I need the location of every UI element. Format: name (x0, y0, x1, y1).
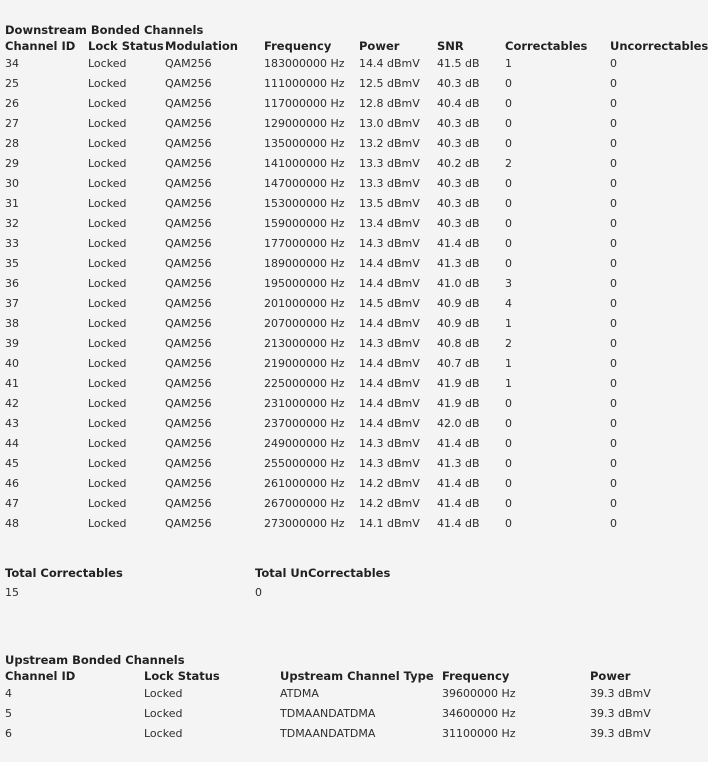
modulation-cell: QAM256 (165, 77, 212, 90)
correctables-cell: 1 (505, 357, 512, 370)
frequency-cell: 255000000 Hz (264, 457, 345, 470)
uncorrectables-cell: 0 (610, 337, 617, 350)
channel-id-cell: 46 (5, 477, 19, 490)
correctables-cell: 0 (505, 397, 512, 410)
power-cell: 39.3 dBmV (590, 707, 651, 720)
power-cell: 14.4 dBmV (359, 357, 420, 370)
channel-id-cell: 36 (5, 277, 19, 290)
table-row (0, 354, 700, 374)
channel-id-cell: 29 (5, 157, 19, 170)
correctables-cell: 2 (505, 157, 512, 170)
total-correctables-value: 15 (5, 586, 19, 599)
lock-status-cell: Locked (88, 497, 127, 510)
uncorrectables-cell: 0 (610, 437, 617, 450)
table-row (0, 334, 700, 354)
col-header-lock-status: Lock Status (144, 669, 220, 683)
modulation-cell: QAM256 (165, 197, 212, 210)
correctables-cell: 0 (505, 257, 512, 270)
uncorrectables-cell: 0 (610, 417, 617, 430)
channel-id-cell: 35 (5, 257, 19, 270)
lock-status-cell: Locked (88, 357, 127, 370)
channel-type-cell: ATDMA (280, 687, 319, 700)
uncorrectables-cell: 0 (610, 457, 617, 470)
power-cell: 14.2 dBmV (359, 477, 420, 490)
snr-cell: 40.9 dB (437, 297, 480, 310)
table-row (0, 494, 700, 514)
power-cell: 14.1 dBmV (359, 517, 420, 530)
table-row (0, 394, 700, 414)
channel-type-cell: TDMAANDATDMA (280, 727, 376, 740)
power-cell: 14.4 dBmV (359, 417, 420, 430)
power-cell: 14.4 dBmV (359, 257, 420, 270)
correctables-cell: 0 (505, 497, 512, 510)
frequency-cell: 219000000 Hz (264, 357, 345, 370)
snr-cell: 41.4 dB (437, 437, 480, 450)
correctables-cell: 0 (505, 237, 512, 250)
power-cell: 12.8 dBmV (359, 97, 420, 110)
table-row (0, 434, 700, 454)
table-row (0, 54, 700, 74)
channel-id-cell: 32 (5, 217, 19, 230)
table-row (0, 314, 700, 334)
uncorrectables-cell: 0 (610, 357, 617, 370)
col-header-lock-status: Lock Status (88, 39, 164, 53)
snr-cell: 40.2 dB (437, 157, 480, 170)
power-cell: 39.3 dBmV (590, 687, 651, 700)
modulation-cell: QAM256 (165, 497, 212, 510)
table-row (0, 74, 700, 94)
uncorrectables-cell: 0 (610, 197, 617, 210)
modulation-cell: QAM256 (165, 477, 212, 490)
modulation-cell: QAM256 (165, 177, 212, 190)
lock-status-cell: Locked (88, 457, 127, 470)
frequency-cell: 141000000 Hz (264, 157, 345, 170)
table-row (0, 154, 700, 174)
uncorrectables-cell: 0 (610, 277, 617, 290)
lock-status-cell: Locked (88, 277, 127, 290)
table-row (0, 514, 700, 534)
channel-type-cell: TDMAANDATDMA (280, 707, 376, 720)
lock-status-cell: Locked (88, 97, 127, 110)
table-row (0, 724, 680, 744)
lock-status-cell: Locked (88, 517, 127, 530)
lock-status-cell: Locked (88, 157, 127, 170)
correctables-cell: 1 (505, 57, 512, 70)
uncorrectables-cell: 0 (610, 517, 617, 530)
snr-cell: 40.9 dB (437, 317, 480, 330)
uncorrectables-cell: 0 (610, 177, 617, 190)
power-cell: 14.3 dBmV (359, 237, 420, 250)
snr-cell: 41.9 dB (437, 377, 480, 390)
uncorrectables-cell: 0 (610, 497, 617, 510)
correctables-cell: 3 (505, 277, 512, 290)
col-header-channel-type: Upstream Channel Type (280, 669, 434, 683)
power-cell: 14.4 dBmV (359, 397, 420, 410)
frequency-cell: 273000000 Hz (264, 517, 345, 530)
snr-cell: 41.9 dB (437, 397, 480, 410)
lock-status-cell: Locked (88, 297, 127, 310)
col-header-frequency: Frequency (264, 39, 332, 53)
downstream-table (0, 38, 708, 534)
uncorrectables-cell: 0 (610, 317, 617, 330)
col-header-channel-id: Channel ID (5, 669, 76, 683)
frequency-cell: 34600000 Hz (442, 707, 516, 720)
lock-status-cell: Locked (88, 377, 127, 390)
table-row (0, 214, 700, 234)
power-cell: 14.4 dBmV (359, 57, 420, 70)
frequency-cell: 207000000 Hz (264, 317, 345, 330)
modulation-cell: QAM256 (165, 257, 212, 270)
downstream-body (0, 54, 700, 534)
frequency-cell: 117000000 Hz (264, 97, 345, 110)
channel-id-cell: 25 (5, 77, 19, 90)
frequency-cell: 213000000 Hz (264, 337, 345, 350)
frequency-cell: 39600000 Hz (442, 687, 516, 700)
table-row (0, 174, 700, 194)
snr-cell: 40.7 dB (437, 357, 480, 370)
lock-status-cell: Locked (88, 117, 127, 130)
upstream-table (0, 668, 680, 744)
uncorrectables-cell: 0 (610, 477, 617, 490)
snr-cell: 41.4 dB (437, 477, 480, 490)
col-header-correctables: Correctables (505, 39, 588, 53)
table-row (0, 294, 700, 314)
correctables-cell: 0 (505, 457, 512, 470)
upstream-body (0, 684, 680, 744)
modulation-cell: QAM256 (165, 117, 212, 130)
snr-cell: 40.3 dB (437, 77, 480, 90)
modulation-cell: QAM256 (165, 297, 212, 310)
uncorrectables-cell: 0 (610, 377, 617, 390)
table-row (0, 274, 700, 294)
lock-status-cell: Locked (88, 217, 127, 230)
table-row (0, 114, 700, 134)
table-row (0, 134, 700, 154)
modulation-cell: QAM256 (165, 517, 212, 530)
lock-status-cell: Locked (88, 417, 127, 430)
uncorrectables-cell: 0 (610, 397, 617, 410)
modulation-cell: QAM256 (165, 157, 212, 170)
channel-id-cell: 26 (5, 97, 19, 110)
power-cell: 13.3 dBmV (359, 157, 420, 170)
snr-cell: 40.3 dB (437, 117, 480, 130)
snr-cell: 41.3 dB (437, 457, 480, 470)
totals-section (0, 566, 680, 606)
lock-status-cell: Locked (144, 687, 183, 700)
uncorrectables-cell: 0 (610, 97, 617, 110)
modulation-cell: QAM256 (165, 337, 212, 350)
frequency-cell: 261000000 Hz (264, 477, 345, 490)
correctables-cell: 0 (505, 477, 512, 490)
col-header-channel-id: Channel ID (5, 39, 76, 53)
channel-id-cell: 40 (5, 357, 19, 370)
power-cell: 14.3 dBmV (359, 337, 420, 350)
modulation-cell: QAM256 (165, 217, 212, 230)
correctables-cell: 1 (505, 317, 512, 330)
lock-status-cell: Locked (88, 57, 127, 70)
total-correctables-label: Total Correctables (5, 566, 123, 580)
channel-id-cell: 33 (5, 237, 19, 250)
power-cell: 14.3 dBmV (359, 457, 420, 470)
table-row (0, 94, 700, 114)
channel-id-cell: 31 (5, 197, 19, 210)
power-cell: 14.4 dBmV (359, 277, 420, 290)
correctables-cell: 0 (505, 137, 512, 150)
channel-id-cell: 4 (5, 687, 12, 700)
channel-id-cell: 37 (5, 297, 19, 310)
snr-cell: 40.3 dB (437, 197, 480, 210)
snr-cell: 42.0 dB (437, 417, 480, 430)
power-cell: 14.2 dBmV (359, 497, 420, 510)
total-uncorrectables-value: 0 (255, 586, 262, 599)
frequency-cell: 267000000 Hz (264, 497, 345, 510)
lock-status-cell: Locked (88, 437, 127, 450)
table-row (0, 194, 700, 214)
uncorrectables-cell: 0 (610, 297, 617, 310)
channel-id-cell: 43 (5, 417, 19, 430)
snr-cell: 40.3 dB (437, 177, 480, 190)
col-header-snr: SNR (437, 39, 464, 53)
table-row (0, 704, 680, 724)
correctables-cell: 0 (505, 117, 512, 130)
frequency-cell: 195000000 Hz (264, 277, 345, 290)
snr-cell: 41.4 dB (437, 237, 480, 250)
upstream-header-row (0, 668, 680, 684)
col-header-power: Power (359, 39, 400, 53)
snr-cell: 41.4 dB (437, 497, 480, 510)
correctables-cell: 0 (505, 517, 512, 530)
channel-id-cell: 45 (5, 457, 19, 470)
correctables-cell: 0 (505, 177, 512, 190)
col-header-modulation: Modulation (165, 39, 238, 53)
channel-id-cell: 39 (5, 337, 19, 350)
lock-status-cell: Locked (144, 727, 183, 740)
lock-status-cell: Locked (88, 197, 127, 210)
frequency-cell: 225000000 Hz (264, 377, 345, 390)
channel-id-cell: 27 (5, 117, 19, 130)
power-cell: 14.4 dBmV (359, 317, 420, 330)
lock-status-cell: Locked (88, 137, 127, 150)
modulation-cell: QAM256 (165, 237, 212, 250)
frequency-cell: 129000000 Hz (264, 117, 345, 130)
col-header-uncorrectables: Uncorrectables (610, 39, 708, 53)
power-cell: 14.5 dBmV (359, 297, 420, 310)
lock-status-cell: Locked (88, 257, 127, 270)
snr-cell: 41.4 dB (437, 517, 480, 530)
power-cell: 14.4 dBmV (359, 377, 420, 390)
power-cell: 13.4 dBmV (359, 217, 420, 230)
uncorrectables-cell: 0 (610, 77, 617, 90)
correctables-cell: 1 (505, 377, 512, 390)
uncorrectables-cell: 0 (610, 137, 617, 150)
correctables-cell: 0 (505, 437, 512, 450)
lock-status-cell: Locked (88, 237, 127, 250)
total-uncorrectables-label: Total UnCorrectables (255, 566, 391, 580)
frequency-cell: 111000000 Hz (264, 77, 345, 90)
modulation-cell: QAM256 (165, 97, 212, 110)
modulation-cell: QAM256 (165, 57, 212, 70)
snr-cell: 40.4 dB (437, 97, 480, 110)
channel-id-cell: 41 (5, 377, 19, 390)
lock-status-cell: Locked (88, 397, 127, 410)
frequency-cell: 237000000 Hz (264, 417, 345, 430)
modulation-cell: QAM256 (165, 437, 212, 450)
correctables-cell: 0 (505, 77, 512, 90)
uncorrectables-cell: 0 (610, 57, 617, 70)
downstream-header-row (0, 38, 700, 54)
modulation-cell: QAM256 (165, 137, 212, 150)
modulation-cell: QAM256 (165, 277, 212, 290)
channel-id-cell: 42 (5, 397, 19, 410)
frequency-cell: 201000000 Hz (264, 297, 345, 310)
lock-status-cell: Locked (88, 477, 127, 490)
channel-id-cell: 47 (5, 497, 19, 510)
channel-id-cell: 38 (5, 317, 19, 330)
modulation-cell: QAM256 (165, 417, 212, 430)
modulation-cell: QAM256 (165, 457, 212, 470)
uncorrectables-cell: 0 (610, 257, 617, 270)
correctables-cell: 2 (505, 337, 512, 350)
table-row (0, 254, 700, 274)
power-cell: 13.0 dBmV (359, 117, 420, 130)
table-row (0, 454, 700, 474)
snr-cell: 40.3 dB (437, 217, 480, 230)
channel-id-cell: 6 (5, 727, 12, 740)
upstream-title: Upstream Bonded Channels (5, 653, 185, 667)
correctables-cell: 0 (505, 197, 512, 210)
uncorrectables-cell: 0 (610, 157, 617, 170)
frequency-cell: 153000000 Hz (264, 197, 345, 210)
frequency-cell: 249000000 Hz (264, 437, 345, 450)
frequency-cell: 231000000 Hz (264, 397, 345, 410)
uncorrectables-cell: 0 (610, 117, 617, 130)
lock-status-cell: Locked (144, 707, 183, 720)
table-row (0, 374, 700, 394)
channel-id-cell: 44 (5, 437, 19, 450)
correctables-cell: 4 (505, 297, 512, 310)
channel-id-cell: 34 (5, 57, 19, 70)
frequency-cell: 177000000 Hz (264, 237, 345, 250)
frequency-cell: 183000000 Hz (264, 57, 345, 70)
downstream-title: Downstream Bonded Channels (5, 23, 204, 37)
table-row (0, 414, 700, 434)
power-cell: 13.3 dBmV (359, 177, 420, 190)
correctables-cell: 0 (505, 417, 512, 430)
channel-id-cell: 30 (5, 177, 19, 190)
table-row (0, 474, 700, 494)
frequency-cell: 135000000 Hz (264, 137, 345, 150)
snr-cell: 41.3 dB (437, 257, 480, 270)
modulation-cell: QAM256 (165, 397, 212, 410)
uncorrectables-cell: 0 (610, 217, 617, 230)
snr-cell: 41.5 dB (437, 57, 480, 70)
power-cell: 14.3 dBmV (359, 437, 420, 450)
power-cell: 13.2 dBmV (359, 137, 420, 150)
frequency-cell: 189000000 Hz (264, 257, 345, 270)
frequency-cell: 31100000 Hz (442, 727, 516, 740)
snr-cell: 41.0 dB (437, 277, 480, 290)
table-row (0, 234, 700, 254)
uncorrectables-cell: 0 (610, 237, 617, 250)
power-cell: 13.5 dBmV (359, 197, 420, 210)
lock-status-cell: Locked (88, 317, 127, 330)
channel-id-cell: 48 (5, 517, 19, 530)
lock-status-cell: Locked (88, 77, 127, 90)
frequency-cell: 159000000 Hz (264, 217, 345, 230)
channel-id-cell: 5 (5, 707, 12, 720)
correctables-cell: 0 (505, 217, 512, 230)
lock-status-cell: Locked (88, 177, 127, 190)
col-header-power: Power (590, 669, 631, 683)
snr-cell: 40.8 dB (437, 337, 480, 350)
power-cell: 12.5 dBmV (359, 77, 420, 90)
correctables-cell: 0 (505, 97, 512, 110)
modulation-cell: QAM256 (165, 317, 212, 330)
channel-id-cell: 28 (5, 137, 19, 150)
col-header-frequency: Frequency (442, 669, 510, 683)
snr-cell: 40.3 dB (437, 137, 480, 150)
frequency-cell: 147000000 Hz (264, 177, 345, 190)
power-cell: 39.3 dBmV (590, 727, 651, 740)
table-row (0, 684, 680, 704)
lock-status-cell: Locked (88, 337, 127, 350)
modulation-cell: QAM256 (165, 357, 212, 370)
modulation-cell: QAM256 (165, 377, 212, 390)
